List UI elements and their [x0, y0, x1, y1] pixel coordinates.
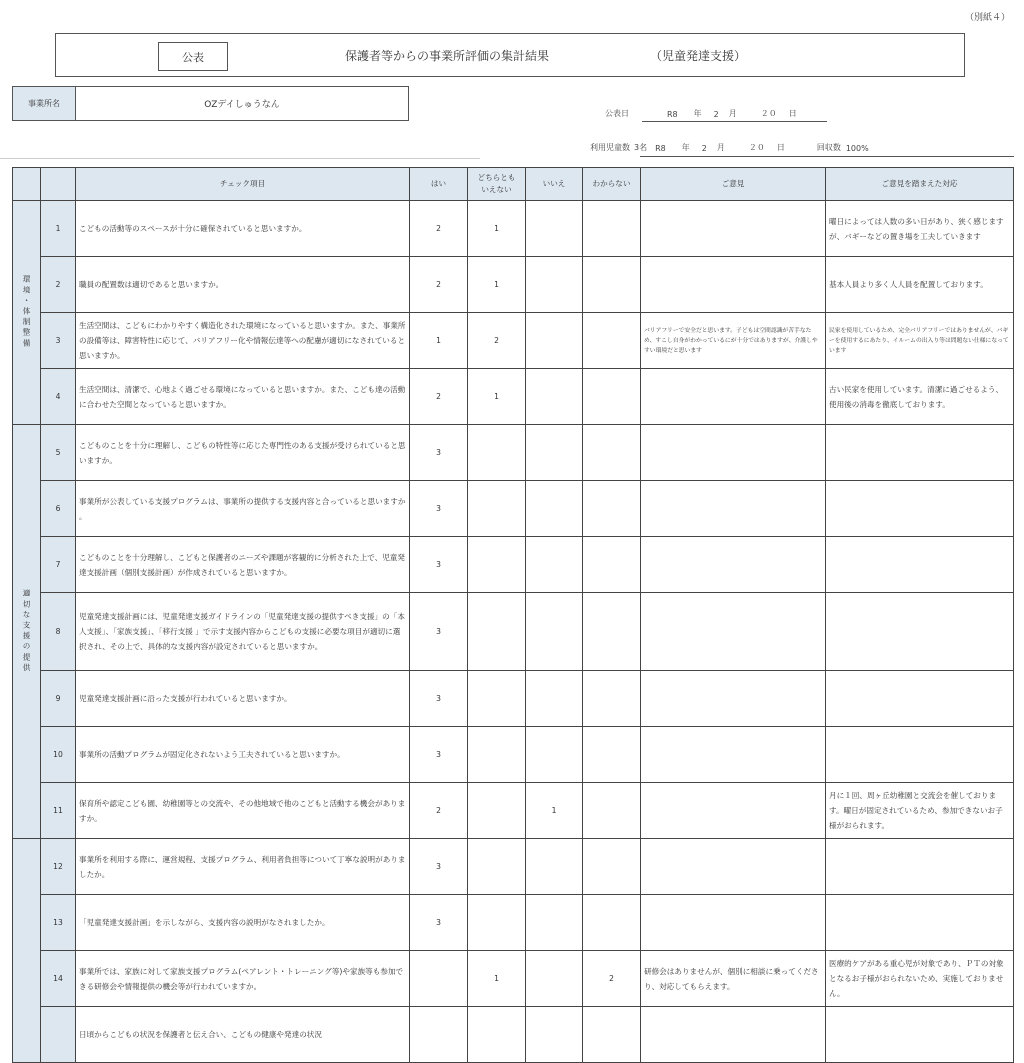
survey-month-unit: 月 [716, 143, 725, 152]
table-row [13, 425, 1014, 481]
neither-count [468, 1007, 526, 1063]
unknown-count [583, 369, 641, 425]
response [826, 1007, 1014, 1063]
publication-underline [642, 121, 827, 122]
row-number: 5 [41, 425, 76, 481]
response [826, 895, 1014, 951]
neither-count: 1 [468, 369, 526, 425]
response: 基本人員より多く人人員を配置しております。 [826, 257, 1014, 313]
unknown-count [583, 671, 641, 727]
survey-day: ２０ [748, 143, 765, 152]
neither-count [468, 593, 526, 671]
no-count [526, 201, 583, 257]
no-count [526, 1007, 583, 1063]
no-count [526, 839, 583, 895]
row-number: 11 [41, 783, 76, 839]
office-name: OZデイしゅうなん [204, 100, 280, 110]
row-number: 8 [41, 593, 76, 671]
attachment-label: （別紙４） [964, 13, 1010, 23]
yes-count: 3 [410, 537, 468, 593]
neither-count [468, 783, 526, 839]
survey-underline [640, 156, 1014, 157]
table-row [13, 369, 1014, 425]
yes-count: 2 [410, 369, 468, 425]
neither-count [468, 481, 526, 537]
header-opinion: ご意見 [641, 168, 826, 201]
unknown-count [583, 257, 641, 313]
neither-count: 1 [468, 201, 526, 257]
check-item: こどものことを十分に理解し、こどもの特性等に応じた専門性のある支援が受けられていると思いますか。 [76, 425, 410, 481]
unknown-count [583, 593, 641, 671]
opinion [641, 201, 826, 257]
opinion [641, 425, 826, 481]
response [826, 537, 1014, 593]
no-count [526, 369, 583, 425]
unknown-count: 2 [583, 951, 641, 1007]
no-count [526, 481, 583, 537]
publication-label: 公表日 [605, 109, 629, 118]
evaluation-table [12, 167, 1014, 1063]
publication-date [605, 108, 797, 119]
yes-count: 1 [410, 313, 468, 369]
publication-day-unit: 日 [788, 109, 797, 118]
table-row [13, 201, 1014, 257]
survey-era: R8 [655, 144, 666, 153]
yes-count [410, 1007, 468, 1063]
office-label: 事業所名 [13, 87, 76, 120]
response: 曜日によっては人数の多い日があり、狭く感じますが、バギーなどの置き場を工夫していきます [826, 201, 1014, 257]
category-label: 適切な支援の提供 [13, 425, 41, 839]
check-item: 保育所や認定こども園、幼稚園等との交流や、その他地域で他のこどもと活動する機会がありますか。 [76, 783, 410, 839]
yes-count: 2 [410, 257, 468, 313]
public-badge: 公表 [158, 42, 228, 71]
no-count [526, 895, 583, 951]
header-category [13, 168, 41, 201]
opinion [641, 727, 826, 783]
check-item: 事業所の活動プログラムが固定化されないよう工夫されていると思いますか。 [76, 727, 410, 783]
survey-info [590, 142, 869, 153]
neither-count: 2 [468, 313, 526, 369]
neither-count: 1 [468, 951, 526, 1007]
yes-count: 2 [410, 783, 468, 839]
check-item: 児童発達支援計画には、児童発達支援ガイドラインの「児童発達支援の提供すべき支援」の「本人支援」、「家族支援」、「移行支援 」で示す支援内容からこどもの支援に必要な項目が適切に選択され、その上で、具体的な支援内容が設定されていると思いますか。 [76, 593, 410, 671]
row-number: 14 [41, 951, 76, 1007]
table-row [13, 593, 1014, 671]
users-count: 3名 [634, 143, 648, 152]
no-count [526, 593, 583, 671]
no-count [526, 313, 583, 369]
neither-count [468, 839, 526, 895]
unknown-count [583, 783, 641, 839]
survey-day-unit: 日 [776, 143, 785, 152]
response [826, 425, 1014, 481]
unknown-count [583, 481, 641, 537]
category-label: 環境・体制整備 [13, 201, 41, 425]
publication-year-unit: 年 [693, 109, 702, 118]
no-count [526, 671, 583, 727]
check-item: 児童発達支援計画に沿った支援が行われていると思いますか。 [76, 671, 410, 727]
no-count [526, 425, 583, 481]
unknown-count [583, 201, 641, 257]
row-number: 7 [41, 537, 76, 593]
unknown-count [583, 895, 641, 951]
publication-day: ２０ [760, 109, 777, 118]
header-check-item: チェック項目 [76, 168, 410, 201]
survey-month: 2 [701, 144, 707, 153]
table-row [13, 313, 1014, 369]
response: 古い民家を使用しています。清潔に過ごせるよう、使用後の消毒を徹底しております。 [826, 369, 1014, 425]
response [826, 671, 1014, 727]
header-yes: はい [410, 168, 468, 201]
yes-count: 2 [410, 201, 468, 257]
opinion [641, 671, 826, 727]
no-count [526, 951, 583, 1007]
opinion [641, 257, 826, 313]
survey-year-unit: 年 [681, 143, 690, 152]
no-count [526, 257, 583, 313]
unknown-count [583, 313, 641, 369]
row-number: 6 [41, 481, 76, 537]
table-row [13, 1007, 1014, 1063]
unknown-count [583, 1007, 641, 1063]
header-no: いいえ [526, 168, 583, 201]
table-row [13, 839, 1014, 895]
check-item: 事業所を利用する際に、運営規程、支援プログラム、利用者負担等について丁寧な説明がありましたか。 [76, 839, 410, 895]
response [826, 727, 1014, 783]
check-item: 生活空間は、清潔で、心地よく過ごせる環境になっていると思いますか。また、こども達の活動に合わせた空間となっていると思いますか。 [76, 369, 410, 425]
header-number [41, 168, 76, 201]
unknown-count [583, 839, 641, 895]
check-item: こどもの活動等のスペースが十分に確保されていると思いますか。 [76, 201, 410, 257]
unknown-count [583, 727, 641, 783]
check-item: 日頃からこどもの状況を保護者と伝え合い、こどもの健康や発達の状況 [76, 1007, 410, 1063]
unknown-count [583, 537, 641, 593]
opinion [641, 537, 826, 593]
category-label [13, 839, 41, 1063]
office-field [12, 86, 409, 121]
page-subtitle: （児童発達支援） [650, 49, 747, 63]
no-count: 1 [526, 783, 583, 839]
no-count [526, 727, 583, 783]
response [826, 593, 1014, 671]
check-item: 生活空間は、こどもにわかりやすく構造化された環境になっていると思いますか。また、事業所の設備等は、障害特性に応じて、バリアフリー化や情報伝達等への配慮が適切になされていると思いますか。 [76, 313, 410, 369]
yes-count [410, 951, 468, 1007]
opinion [641, 481, 826, 537]
table-row [13, 537, 1014, 593]
row-number: 10 [41, 727, 76, 783]
opinion [641, 593, 826, 671]
yes-count: 3 [410, 425, 468, 481]
response: 民家を使用しているため、完全バリアフリーではありませんが、バギーを使用するにあたり、イルームの出入り等は問題ない仕様になっています [826, 313, 1014, 369]
neither-count [468, 727, 526, 783]
row-number: 9 [41, 671, 76, 727]
table-row [13, 951, 1014, 1007]
row-number: 3 [41, 313, 76, 369]
row-number: 4 [41, 369, 76, 425]
opinion: 研修会はありませんが、個別に相談に乗ってくださり、対応してもらえます。 [641, 951, 826, 1007]
no-count [526, 537, 583, 593]
response: 月に１回、周ヶ丘幼稚園と交流会を催しております。曜日が固定されているため、参加できないお子様がおられます。 [826, 783, 1014, 839]
opinion: バリアフリーで安全だと思います。子どもは空間認識が苦手なため、すこし自身がわかっているにが十分ではありますが、介護しやすい環境だと思います [641, 313, 826, 369]
neither-count: 1 [468, 257, 526, 313]
row-number: 2 [41, 257, 76, 313]
opinion [641, 1007, 826, 1063]
header-response: ご意見を踏まえた対応 [826, 168, 1014, 201]
header-neither: どちらとも いえない [468, 168, 526, 201]
neither-count [468, 537, 526, 593]
opinion [641, 783, 826, 839]
yes-count: 3 [410, 727, 468, 783]
yes-count: 3 [410, 671, 468, 727]
table-row [13, 783, 1014, 839]
opinion [641, 369, 826, 425]
unknown-count [583, 425, 641, 481]
neither-count [468, 671, 526, 727]
yes-count: 3 [410, 481, 468, 537]
publication-month: 2 [713, 110, 719, 119]
divider [0, 158, 480, 159]
table-row [13, 257, 1014, 313]
row-number: 12 [41, 839, 76, 895]
response-rate: 100% [845, 144, 869, 153]
response: 医療的ケアがある重心児が対象であり、ＰＴの対象となるお子様がおられないため、実施しておりません。 [826, 951, 1014, 1007]
check-item: 事業所では、家族に対して家族支援プログラム(ペアレント・トレーニング等)や家族等も参加できる研修会や情報提供の機会等が行われていますか。 [76, 951, 410, 1007]
publication-era: R8 [667, 110, 678, 119]
yes-count: 3 [410, 895, 468, 951]
opinion [641, 895, 826, 951]
opinion [641, 839, 826, 895]
page-title: 保護者等からの事業所評価の集計結果 [345, 49, 550, 63]
row-number: 13 [41, 895, 76, 951]
table-row [13, 671, 1014, 727]
check-item: こどものことを十分理解し、こどもと保護者のニーズや課題が客観的に分析された上で、児童発達支援計画（個別支援計画）が作成されていると思いますか。 [76, 537, 410, 593]
header-unknown: わからない [583, 168, 641, 201]
response [826, 839, 1014, 895]
neither-count [468, 895, 526, 951]
check-item: 事業所が公表している支援プログラムは、事業所の提供する支援内容と合っていると思いますか 。 [76, 481, 410, 537]
response [826, 481, 1014, 537]
yes-count: 3 [410, 593, 468, 671]
users-label: 利用児童数 [590, 143, 630, 152]
row-number [41, 1007, 76, 1063]
table-row [13, 727, 1014, 783]
yes-count: 3 [410, 839, 468, 895]
neither-count [468, 425, 526, 481]
response-label: 回収数 [816, 143, 841, 152]
table-row [13, 481, 1014, 537]
publication-month-unit: 月 [728, 109, 737, 118]
check-item: 「児童発達支援計画」を示しながら、支援内容の説明がなされましたか。 [76, 895, 410, 951]
table-header [13, 168, 1014, 201]
check-item: 職員の配置数は適切であると思いますか。 [76, 257, 410, 313]
row-number: 1 [41, 201, 76, 257]
table-row [13, 895, 1014, 951]
